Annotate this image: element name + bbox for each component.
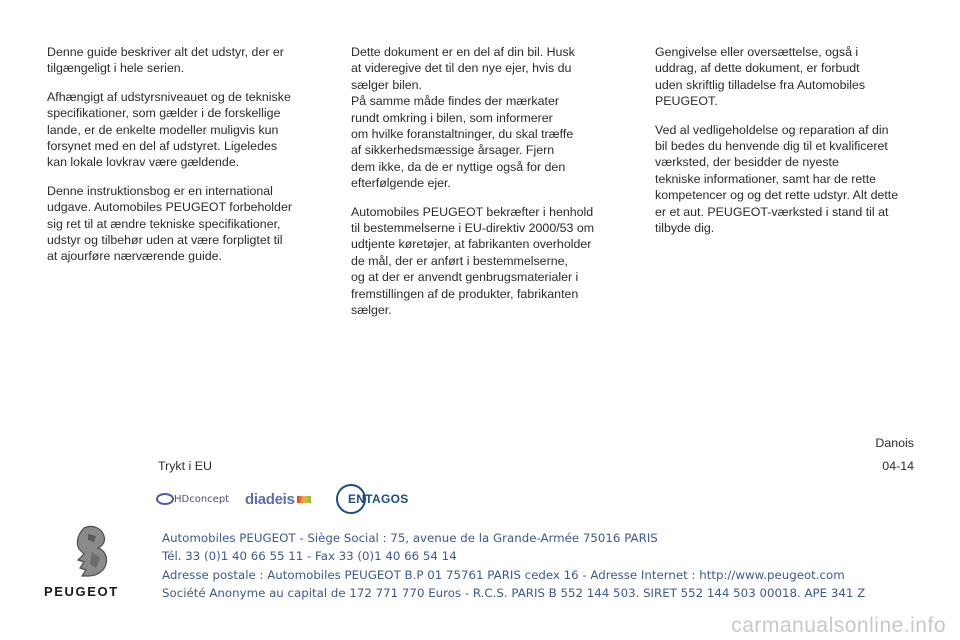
company-line: Automobiles PEUGEOT - Siège Social : 75, avenue de la Grande-Armée 75016 PARIS: [162, 531, 658, 545]
entagos-logo: [336, 484, 416, 514]
paragraph: Denne instruktionsbog er en international udgave. Automobiles PEUGEOT forbeholder sig ret til at ændre tekniske specifikationer, udstyr og tilbehør uden at være forpligtet til at ajourføre nærværende guide.: [47, 183, 292, 264]
watermark: carmanualsonline.info: [731, 614, 946, 637]
company-info: [162, 529, 865, 602]
peugeot-wordmark: PEUGEOT: [44, 584, 119, 599]
diadeis-logo: [245, 484, 311, 514]
peugeot-lion-icon: [62, 524, 122, 580]
paragraph: Dette dokument er en del af din bil. Husk at videregive det til den nye ejer, hvis du sælger bilen. På samme måde findes der mærkater rundt omkring i bilen, som informerer om hvilke foranstaltninger, du skal træffe af sikkerhedsmæssige årsager. Fjern dem ikke, da de er nyttige også for den efterfølgende ejer.: [351, 45, 575, 191]
company-line: Société Anonyme au capital de 172 771 770 Euros - R.C.S. PARIS B 552 144 503. SIRET 552 144 503 00018. APE 341 Z: [162, 585, 866, 600]
hdconcept-logo: [156, 484, 229, 514]
text-column-2: [351, 44, 621, 331]
hdconcept-text: HDconcept: [174, 493, 230, 505]
company-line: Tél. 33 (0)1 40 66 55 11 - Fax 33 (0)1 40 66 54 14: [162, 549, 457, 564]
paragraph: Automobiles PEUGEOT bekræfter i henhold til bestemmelserne i EU-direktiv 2000/53 om udtjente køretøjer, at fabrikanten overholder de mål, der er anført i bestemmelserne, og at der er anvendt genbrugsmaterialer i fremstillingen af de produkter, fabrikanten sælger.: [351, 204, 595, 318]
company-line: Adresse postale : Automobiles PEUGEOT B.P 01 75761 PARIS cedex 16 - Adresse Internet : http://www.peugeot.com: [162, 567, 845, 582]
diadeis-color-bar-icon: [297, 496, 311, 503]
text-column-3: [655, 44, 925, 248]
diadeis-text: diadeis: [245, 490, 295, 508]
paragraph: Denne guide beskriver alt det udstyr, der er tilgængeligt i hele serien.: [47, 45, 284, 76]
entagos-text: ENTAGOS: [348, 492, 409, 506]
paragraph: Afhængigt af udstyrsniveauet og de tekniske specifikationer, som gælder i de forskellige lande, er de enkelte modeller muligvis kun forsynet med en del af udstyret. Ligeledes kan lokale lovkrav være gældende.: [47, 89, 291, 170]
printed-in-label: Trykt i EU: [158, 459, 212, 473]
hdconcept-swoosh-icon: [156, 492, 174, 506]
language-label: Danois: [875, 436, 914, 450]
edition-code: 04-14: [882, 459, 914, 473]
paragraph: Ved al vedligeholdelse og reparation af din bil bedes du henvende dig til et kvalificeret værksted, der besidder de nyeste tekniske informationer, samt har de rette kompetencer og og det rette udstyr. Alt dette er et aut. PEUGEOT-værksted i stand til at tilbyde dig.: [655, 122, 899, 236]
paragraph: Gengivelse eller oversættelse, også i uddrag, af dette dokument, er forbudt uden skriftlig tilladelse fra Automobiles PEUGEOT.: [655, 45, 866, 109]
text-column-1: [47, 44, 317, 277]
